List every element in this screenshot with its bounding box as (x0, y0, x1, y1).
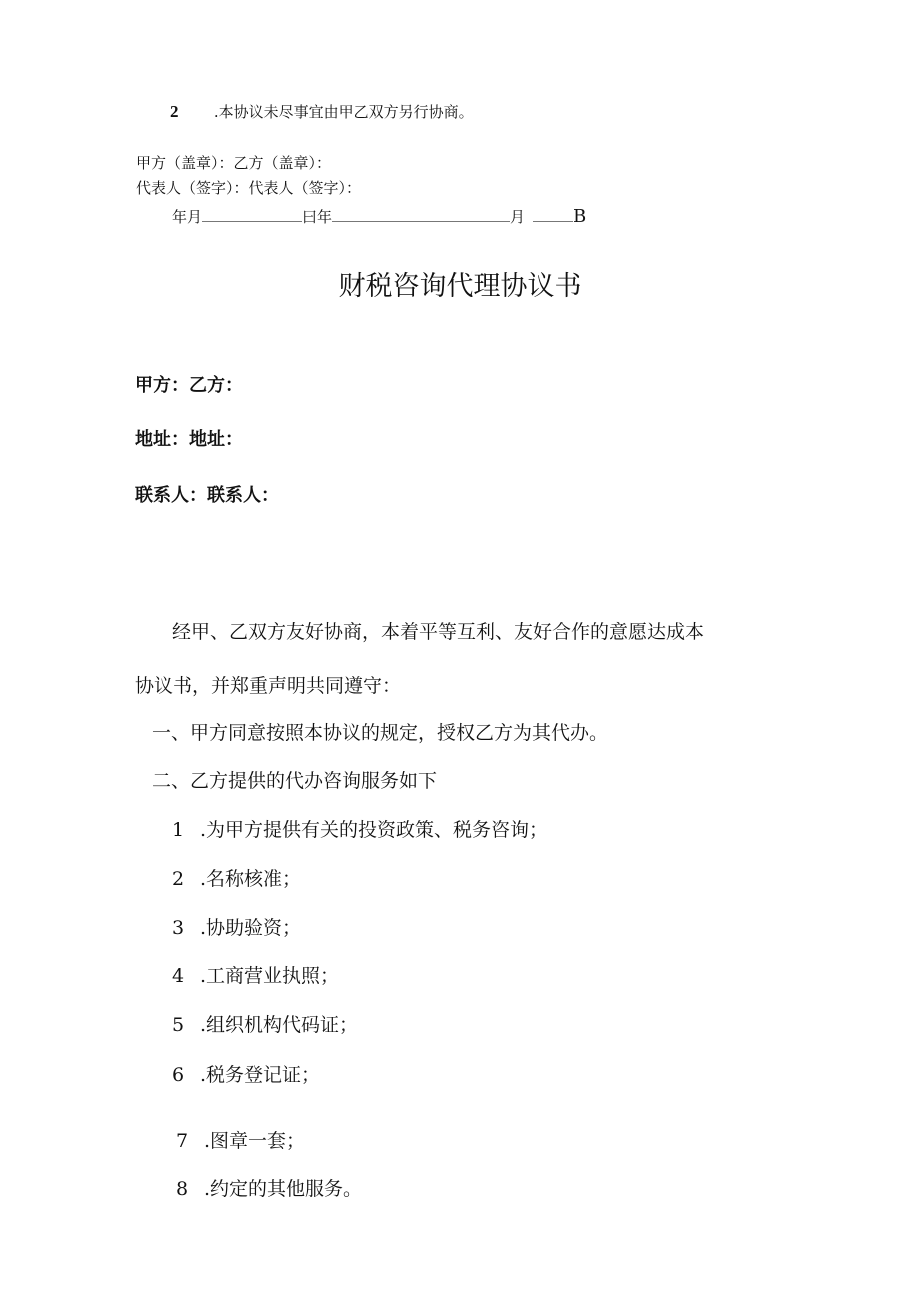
service-item (176, 1126, 305, 1153)
address-line: 地址：地址： (135, 429, 243, 450)
service-item (172, 864, 301, 891)
service-item (172, 1010, 358, 1037)
item-number: 6 (172, 1064, 185, 1086)
service-item (176, 1174, 362, 1201)
date-text: 月 (510, 208, 526, 226)
item-text: .税务登记证； (200, 1064, 321, 1086)
blank-line (202, 207, 302, 222)
item-number: 2 (172, 868, 185, 890)
intro-line-1: 经甲、乙双方友好协商，本着平等互利、友好合作的意愿达成本 (172, 621, 705, 643)
item-text: .协助验资； (200, 917, 302, 939)
item-text: .名称核准； (200, 868, 302, 890)
date-text: 曰年 (302, 208, 333, 226)
date-text: B (573, 206, 587, 227)
contact-line: 联系人：联系人： (135, 485, 279, 506)
item-number: 2 (170, 102, 179, 121)
item-number: 3 (172, 917, 185, 939)
item-number: 1 (172, 819, 185, 841)
item-text: .本协议未尽事宜由甲乙双方另行协商。 (213, 103, 474, 121)
clause-1: 一、甲方同意按照本协议的规定，授权乙方为其代办。 (152, 722, 609, 744)
date-text: 年月 (172, 208, 203, 226)
item-number: 4 (172, 965, 185, 987)
item-number: 8 (176, 1178, 189, 1200)
service-item (172, 1060, 320, 1087)
item-text: .工商营业执照； (200, 965, 340, 987)
blank-line (332, 207, 510, 222)
date-line (172, 206, 586, 227)
service-item (172, 913, 301, 940)
item-text: .约定的其他服务。 (204, 1178, 363, 1200)
item-number: 7 (176, 1130, 189, 1152)
seal-line: 甲方（盖章）：乙方（盖章）： (136, 154, 332, 172)
prev-item-2 (170, 101, 474, 122)
item-text: .图章一套； (204, 1130, 306, 1152)
clause-2: 二、乙方提供的代办咨询服务如下 (152, 770, 438, 792)
blank-line (533, 207, 573, 222)
service-item (172, 815, 548, 842)
item-text: .为甲方提供有关的投资政策、税务咨询； (200, 819, 549, 841)
item-number: 5 (172, 1014, 185, 1036)
document-title: 财税咨询代理协议书 (338, 271, 582, 302)
service-item (172, 961, 339, 988)
sign-line: 代表人（签字）：代表人（签字）： (136, 179, 362, 197)
item-text: .组织机构代码证； (200, 1014, 359, 1036)
intro-line-2: 协议书，并郑重声明共同遵守： (135, 675, 402, 697)
party-line: 甲方：乙方： (135, 375, 243, 396)
